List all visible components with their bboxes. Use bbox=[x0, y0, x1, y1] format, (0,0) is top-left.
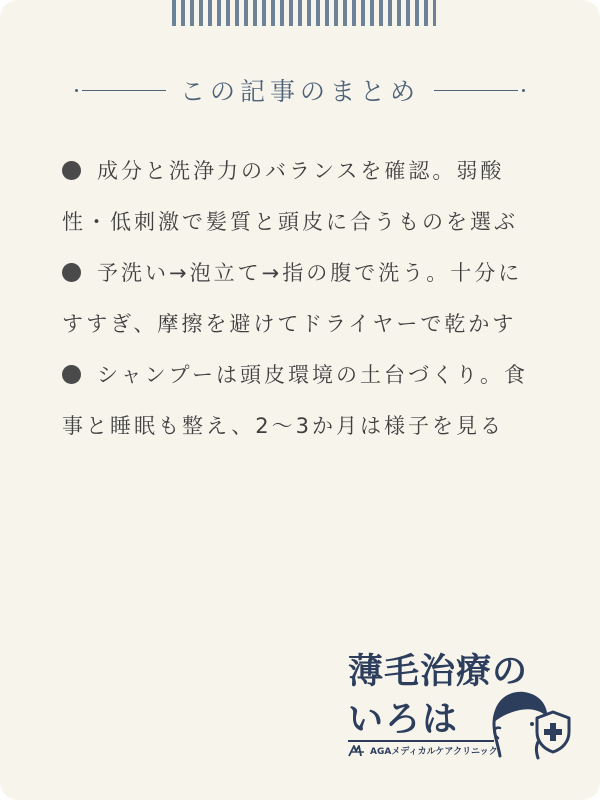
bullet-dot-icon bbox=[62, 161, 81, 180]
heading-right-rule bbox=[434, 89, 525, 92]
heading-row bbox=[0, 70, 600, 110]
rule-dot-icon bbox=[75, 89, 78, 92]
summary-point bbox=[62, 350, 542, 452]
rule-dot-icon bbox=[522, 89, 525, 92]
heading-left-rule bbox=[75, 89, 166, 92]
summary-point bbox=[62, 248, 542, 350]
summary-point-text: シャンプーは頭皮環境の土台づくり。食事と睡眠も整え、2〜3か月は様子を見る bbox=[62, 363, 528, 438]
brand-mark-icon bbox=[348, 745, 366, 757]
summary-point-text: 成分と洗浄力のバランスを確認。弱酸性・低刺激で髪質と頭皮に合うものを選ぶ bbox=[62, 159, 518, 234]
bullet-dot-icon bbox=[62, 365, 81, 384]
medical-shield-icon bbox=[534, 710, 572, 754]
clinic-logo bbox=[338, 630, 578, 770]
summary-points bbox=[62, 146, 542, 452]
striped-tab-decoration bbox=[172, 0, 436, 26]
summary-point bbox=[62, 146, 542, 248]
summary-heading: この記事のまとめ bbox=[179, 77, 420, 106]
logo-underline bbox=[348, 740, 494, 742]
logo-title-line2: いろは bbox=[348, 700, 460, 740]
logo-title-line1: 薄毛治療の bbox=[348, 652, 529, 692]
bullet-dot-icon bbox=[62, 263, 81, 282]
summary-point-text: 予洗い→泡立て→指の腹で洗う。十分にすすぎ、摩擦を避けてドライヤーで乾かす bbox=[62, 261, 523, 336]
logo-brand-name: AGAメディカルケアクリニック bbox=[370, 747, 498, 757]
logo-brand bbox=[348, 744, 498, 757]
